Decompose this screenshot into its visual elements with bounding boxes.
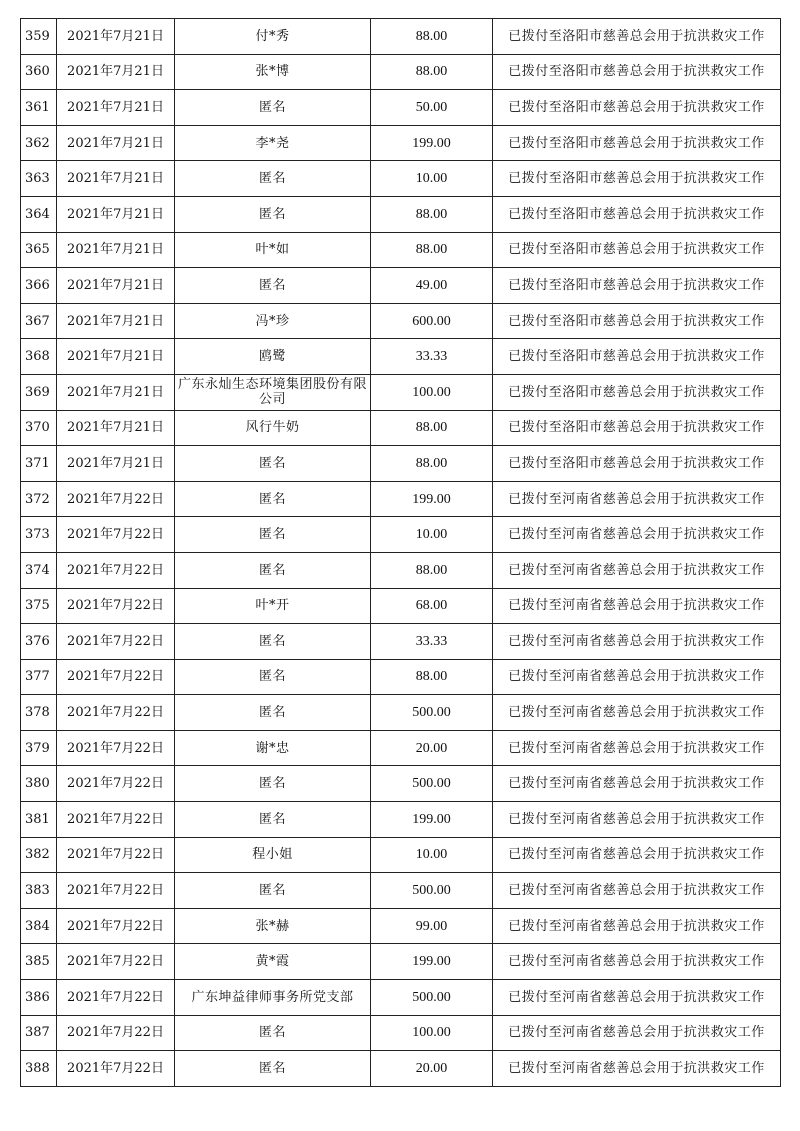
donation-date: 2021年7月21日	[57, 446, 175, 482]
disbursement-note: 已拨付至洛阳市慈善总会用于抗洪救灾工作	[493, 19, 781, 55]
donation-date: 2021年7月22日	[57, 980, 175, 1016]
donation-amount: 500.00	[371, 980, 493, 1016]
donation-date: 2021年7月21日	[57, 19, 175, 55]
table-row	[21, 125, 781, 161]
donation-date: 2021年7月22日	[57, 624, 175, 660]
row-number: 372	[21, 481, 57, 517]
disbursement-note: 已拨付至河南省慈善总会用于抗洪救灾工作	[493, 944, 781, 980]
donation-amount: 199.00	[371, 802, 493, 838]
table-row	[21, 908, 781, 944]
row-number: 373	[21, 517, 57, 553]
donation-date: 2021年7月21日	[57, 339, 175, 375]
donation-amount: 199.00	[371, 125, 493, 161]
donor-name: 风行牛奶	[175, 410, 371, 446]
donation-date: 2021年7月22日	[57, 944, 175, 980]
disbursement-note: 已拨付至河南省慈善总会用于抗洪救灾工作	[493, 624, 781, 660]
donor-name: 匿名	[175, 695, 371, 731]
donation-amount: 500.00	[371, 695, 493, 731]
table-row	[21, 837, 781, 873]
row-number: 369	[21, 374, 57, 410]
disbursement-note: 已拨付至河南省慈善总会用于抗洪救灾工作	[493, 517, 781, 553]
donation-amount: 10.00	[371, 517, 493, 553]
donation-amount: 199.00	[371, 944, 493, 980]
donor-name: 程小姐	[175, 837, 371, 873]
row-number: 377	[21, 659, 57, 695]
donation-date: 2021年7月22日	[57, 517, 175, 553]
row-number: 367	[21, 303, 57, 339]
donor-name: 匿名	[175, 90, 371, 126]
row-number: 376	[21, 624, 57, 660]
donation-date: 2021年7月22日	[57, 695, 175, 731]
table-row	[21, 517, 781, 553]
table-row	[21, 446, 781, 482]
table-row	[21, 410, 781, 446]
donation-date: 2021年7月22日	[57, 588, 175, 624]
disbursement-note: 已拨付至河南省慈善总会用于抗洪救灾工作	[493, 481, 781, 517]
table-row	[21, 374, 781, 410]
table-row	[21, 19, 781, 55]
row-number: 368	[21, 339, 57, 375]
table-row	[21, 802, 781, 838]
donation-amount: 10.00	[371, 161, 493, 197]
donor-name: 匿名	[175, 446, 371, 482]
donation-date: 2021年7月22日	[57, 659, 175, 695]
donation-amount: 199.00	[371, 481, 493, 517]
donation-amount: 10.00	[371, 837, 493, 873]
disbursement-note: 已拨付至河南省慈善总会用于抗洪救灾工作	[493, 588, 781, 624]
donation-amount: 500.00	[371, 873, 493, 909]
donation-amount: 50.00	[371, 90, 493, 126]
disbursement-note: 已拨付至河南省慈善总会用于抗洪救灾工作	[493, 802, 781, 838]
donor-name: 广东永灿生态环境集团股份有限公司	[175, 374, 371, 410]
disbursement-note: 已拨付至河南省慈善总会用于抗洪救灾工作	[493, 837, 781, 873]
donation-amount: 100.00	[371, 374, 493, 410]
donor-name: 冯*珍	[175, 303, 371, 339]
disbursement-note: 已拨付至洛阳市慈善总会用于抗洪救灾工作	[493, 374, 781, 410]
table-row	[21, 730, 781, 766]
table-row	[21, 303, 781, 339]
disbursement-note: 已拨付至洛阳市慈善总会用于抗洪救灾工作	[493, 161, 781, 197]
donor-name: 匿名	[175, 802, 371, 838]
donation-date: 2021年7月22日	[57, 802, 175, 838]
table-row	[21, 339, 781, 375]
disbursement-note: 已拨付至河南省慈善总会用于抗洪救灾工作	[493, 766, 781, 802]
donation-date: 2021年7月21日	[57, 232, 175, 268]
row-number: 385	[21, 944, 57, 980]
donation-amount: 88.00	[371, 552, 493, 588]
donor-name: 李*尧	[175, 125, 371, 161]
table-row	[21, 944, 781, 980]
donor-name: 谢*忠	[175, 730, 371, 766]
table-row	[21, 232, 781, 268]
table-row	[21, 161, 781, 197]
donor-name: 匿名	[175, 196, 371, 232]
donor-name: 匿名	[175, 1015, 371, 1051]
table-row	[21, 766, 781, 802]
disbursement-note: 已拨付至洛阳市慈善总会用于抗洪救灾工作	[493, 303, 781, 339]
donation-date: 2021年7月21日	[57, 196, 175, 232]
disbursement-note: 已拨付至洛阳市慈善总会用于抗洪救灾工作	[493, 268, 781, 304]
disbursement-note: 已拨付至洛阳市慈善总会用于抗洪救灾工作	[493, 125, 781, 161]
donor-name: 匿名	[175, 481, 371, 517]
row-number: 359	[21, 19, 57, 55]
row-number: 361	[21, 90, 57, 126]
disbursement-note: 已拨付至洛阳市慈善总会用于抗洪救灾工作	[493, 196, 781, 232]
disbursement-note: 已拨付至洛阳市慈善总会用于抗洪救灾工作	[493, 410, 781, 446]
donor-name: 匿名	[175, 659, 371, 695]
disbursement-note: 已拨付至河南省慈善总会用于抗洪救灾工作	[493, 1051, 781, 1087]
row-number: 362	[21, 125, 57, 161]
donation-date: 2021年7月21日	[57, 303, 175, 339]
disbursement-note: 已拨付至河南省慈善总会用于抗洪救灾工作	[493, 552, 781, 588]
donation-amount: 88.00	[371, 659, 493, 695]
row-number: 384	[21, 908, 57, 944]
table-row	[21, 1015, 781, 1051]
row-number: 371	[21, 446, 57, 482]
donation-date: 2021年7月22日	[57, 873, 175, 909]
row-number: 387	[21, 1015, 57, 1051]
disbursement-note: 已拨付至洛阳市慈善总会用于抗洪救灾工作	[493, 54, 781, 90]
table-row	[21, 54, 781, 90]
donation-date: 2021年7月21日	[57, 161, 175, 197]
donation-date: 2021年7月22日	[57, 481, 175, 517]
donor-name: 匿名	[175, 1051, 371, 1087]
donation-amount: 88.00	[371, 54, 493, 90]
row-number: 374	[21, 552, 57, 588]
donor-name: 匿名	[175, 517, 371, 553]
row-number: 378	[21, 695, 57, 731]
donation-amount: 99.00	[371, 908, 493, 944]
donor-name: 叶*如	[175, 232, 371, 268]
row-number: 375	[21, 588, 57, 624]
donor-name: 匿名	[175, 873, 371, 909]
donor-name: 张*博	[175, 54, 371, 90]
donation-amount: 88.00	[371, 232, 493, 268]
donation-amount: 88.00	[371, 446, 493, 482]
table-row	[21, 196, 781, 232]
donation-amount: 20.00	[371, 730, 493, 766]
table-row	[21, 873, 781, 909]
row-number: 380	[21, 766, 57, 802]
disbursement-note: 已拨付至河南省慈善总会用于抗洪救灾工作	[493, 1015, 781, 1051]
disbursement-note: 已拨付至洛阳市慈善总会用于抗洪救灾工作	[493, 339, 781, 375]
disbursement-note: 已拨付至洛阳市慈善总会用于抗洪救灾工作	[493, 232, 781, 268]
donor-name: 匿名	[175, 268, 371, 304]
donation-date: 2021年7月22日	[57, 552, 175, 588]
donation-date: 2021年7月21日	[57, 410, 175, 446]
donor-name: 匿名	[175, 624, 371, 660]
donation-date: 2021年7月21日	[57, 90, 175, 126]
donation-date: 2021年7月22日	[57, 1051, 175, 1087]
donation-amount: 68.00	[371, 588, 493, 624]
row-number: 388	[21, 1051, 57, 1087]
donation-amount: 33.33	[371, 624, 493, 660]
donation-amount: 500.00	[371, 766, 493, 802]
row-number: 366	[21, 268, 57, 304]
disbursement-note: 已拨付至河南省慈善总会用于抗洪救灾工作	[493, 730, 781, 766]
table-row	[21, 481, 781, 517]
disbursement-note: 已拨付至河南省慈善总会用于抗洪救灾工作	[493, 908, 781, 944]
donor-name: 匿名	[175, 766, 371, 802]
table-row	[21, 624, 781, 660]
table-row	[21, 588, 781, 624]
donation-date: 2021年7月22日	[57, 730, 175, 766]
row-number: 363	[21, 161, 57, 197]
donation-amount: 49.00	[371, 268, 493, 304]
row-number: 386	[21, 980, 57, 1016]
table-row	[21, 1051, 781, 1087]
row-number: 382	[21, 837, 57, 873]
row-number: 370	[21, 410, 57, 446]
donor-name: 黄*霞	[175, 944, 371, 980]
donation-amount: 33.33	[371, 339, 493, 375]
row-number: 381	[21, 802, 57, 838]
table-row	[21, 695, 781, 731]
donation-date: 2021年7月21日	[57, 125, 175, 161]
table-row	[21, 90, 781, 126]
donation-date: 2021年7月22日	[57, 908, 175, 944]
donor-name: 匿名	[175, 552, 371, 588]
disbursement-note: 已拨付至洛阳市慈善总会用于抗洪救灾工作	[493, 446, 781, 482]
donation-table	[20, 18, 781, 1087]
donation-amount: 88.00	[371, 410, 493, 446]
donation-amount: 88.00	[371, 19, 493, 55]
donation-date: 2021年7月22日	[57, 1015, 175, 1051]
donation-date: 2021年7月21日	[57, 54, 175, 90]
donation-amount: 100.00	[371, 1015, 493, 1051]
donor-name: 鸥鹭	[175, 339, 371, 375]
table-row	[21, 980, 781, 1016]
donation-amount: 88.00	[371, 196, 493, 232]
disbursement-note: 已拨付至河南省慈善总会用于抗洪救灾工作	[493, 980, 781, 1016]
donation-table-body	[21, 19, 781, 1087]
donation-amount: 20.00	[371, 1051, 493, 1087]
table-row	[21, 268, 781, 304]
row-number: 383	[21, 873, 57, 909]
donation-date: 2021年7月22日	[57, 766, 175, 802]
donor-name: 匿名	[175, 161, 371, 197]
disbursement-note: 已拨付至洛阳市慈善总会用于抗洪救灾工作	[493, 90, 781, 126]
row-number: 364	[21, 196, 57, 232]
table-row	[21, 552, 781, 588]
table-row	[21, 659, 781, 695]
disbursement-note: 已拨付至河南省慈善总会用于抗洪救灾工作	[493, 659, 781, 695]
row-number: 360	[21, 54, 57, 90]
row-number: 365	[21, 232, 57, 268]
donation-amount: 600.00	[371, 303, 493, 339]
donation-date: 2021年7月21日	[57, 374, 175, 410]
disbursement-note: 已拨付至河南省慈善总会用于抗洪救灾工作	[493, 695, 781, 731]
disbursement-note: 已拨付至河南省慈善总会用于抗洪救灾工作	[493, 873, 781, 909]
donor-name: 广东坤益律师事务所党支部	[175, 980, 371, 1016]
donor-name: 张*赫	[175, 908, 371, 944]
donor-name: 叶*开	[175, 588, 371, 624]
donation-date: 2021年7月21日	[57, 268, 175, 304]
donor-name: 付*秀	[175, 19, 371, 55]
donation-date: 2021年7月22日	[57, 837, 175, 873]
row-number: 379	[21, 730, 57, 766]
